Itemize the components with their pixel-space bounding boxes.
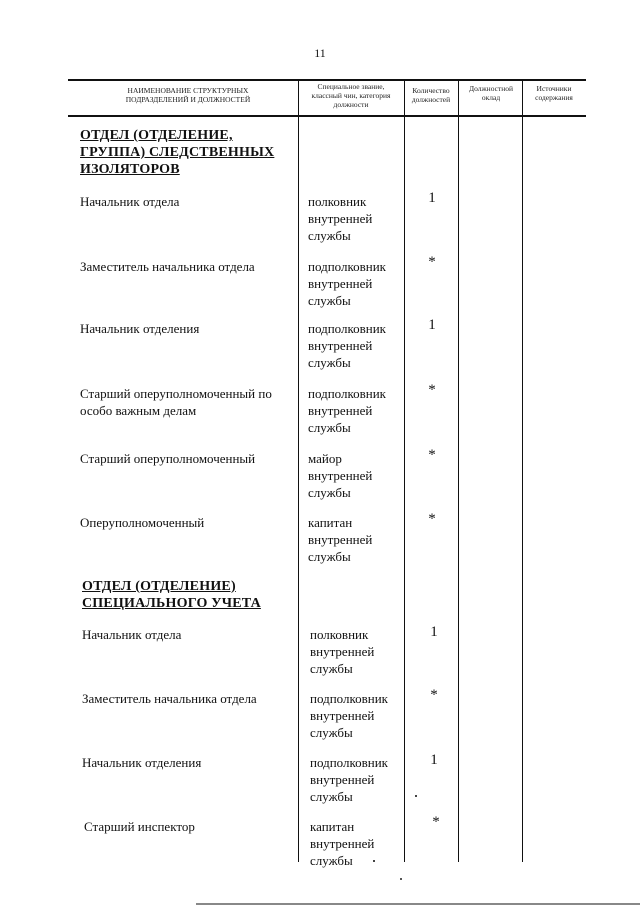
rank-text: капитан внутренней службы: [310, 819, 375, 868]
quantity-value: *: [430, 687, 438, 703]
quantity-value: *: [432, 814, 440, 830]
position-name: Начальник отдела: [82, 627, 182, 642]
section-title: ОТДЕЛ (ОТДЕЛЕНИЕ) СПЕЦИАЛЬНОГО УЧЕТА: [82, 579, 261, 611]
rank-text: подполковник внутренней службы: [310, 755, 388, 804]
rank-text: майор внутренней службы: [308, 451, 373, 500]
quantity-value: 1: [428, 317, 436, 333]
quantity-value: *: [428, 511, 436, 527]
rank-text: полковник внутренней службы: [310, 627, 375, 676]
position-name: Старший инспектор: [84, 819, 195, 834]
position-name: Начальник отдела: [80, 194, 180, 209]
quantity-value: *: [428, 254, 436, 270]
quantity-value: *: [428, 447, 436, 463]
table-top-border: [68, 79, 586, 81]
quantity-value: *: [428, 382, 436, 398]
position-name: Старший оперуполномоченный по особо важным делам: [80, 386, 272, 418]
column-divider-3: [458, 79, 459, 862]
rank-text: подполковник внутренней службы: [308, 259, 386, 308]
column-divider-2: [404, 79, 405, 862]
quantity-value: 1: [428, 190, 436, 206]
header-col-funding: Источники содержания: [535, 84, 573, 102]
rank-text: подполковник внутренней службы: [308, 386, 386, 435]
table-header-border: [68, 115, 586, 117]
header-col-name: НАИМЕНОВАНИЕ СТРУКТУРНЫХ ПОДРАЗДЕЛЕНИЙ И ДОЛЖНОСТЕЙ: [125, 86, 251, 104]
rank-text: полковник внутренней службы: [308, 194, 373, 243]
header-col-salary: Должностной оклад: [468, 84, 514, 102]
rank-text: капитан внутренней службы: [308, 515, 373, 564]
scan-speck: [415, 795, 417, 797]
section-title: ОТДЕЛ (ОТДЕЛЕНИЕ, ГРУППА) СЛЕДСТВЕННЫХ ИЗОЛЯТОРОВ: [80, 128, 275, 177]
rank-text: подполковник внутренней службы: [308, 321, 386, 370]
column-divider-4: [522, 79, 523, 862]
header-col-rank: Специальное звание, классный чин, категория должности: [311, 82, 391, 109]
column-divider-1: [298, 79, 299, 862]
quantity-value: 1: [430, 624, 438, 640]
position-name: Заместитель начальника отдела: [82, 691, 257, 706]
scan-speck: [400, 878, 402, 880]
rank-text: подполковник внутренней службы: [310, 691, 388, 740]
scan-speck: [373, 860, 375, 862]
position-name: Начальник отделения: [80, 321, 200, 336]
position-name: Заместитель начальника отдела: [80, 259, 255, 274]
page-number: 11: [314, 46, 326, 60]
position-name: Старший оперуполномоченный: [80, 451, 256, 466]
position-name: Оперуполномоченный: [80, 515, 205, 530]
quantity-value: 1: [430, 752, 438, 768]
header-col-quantity: Количество должностей: [411, 86, 451, 104]
position-name: Начальник отделения: [82, 755, 202, 770]
